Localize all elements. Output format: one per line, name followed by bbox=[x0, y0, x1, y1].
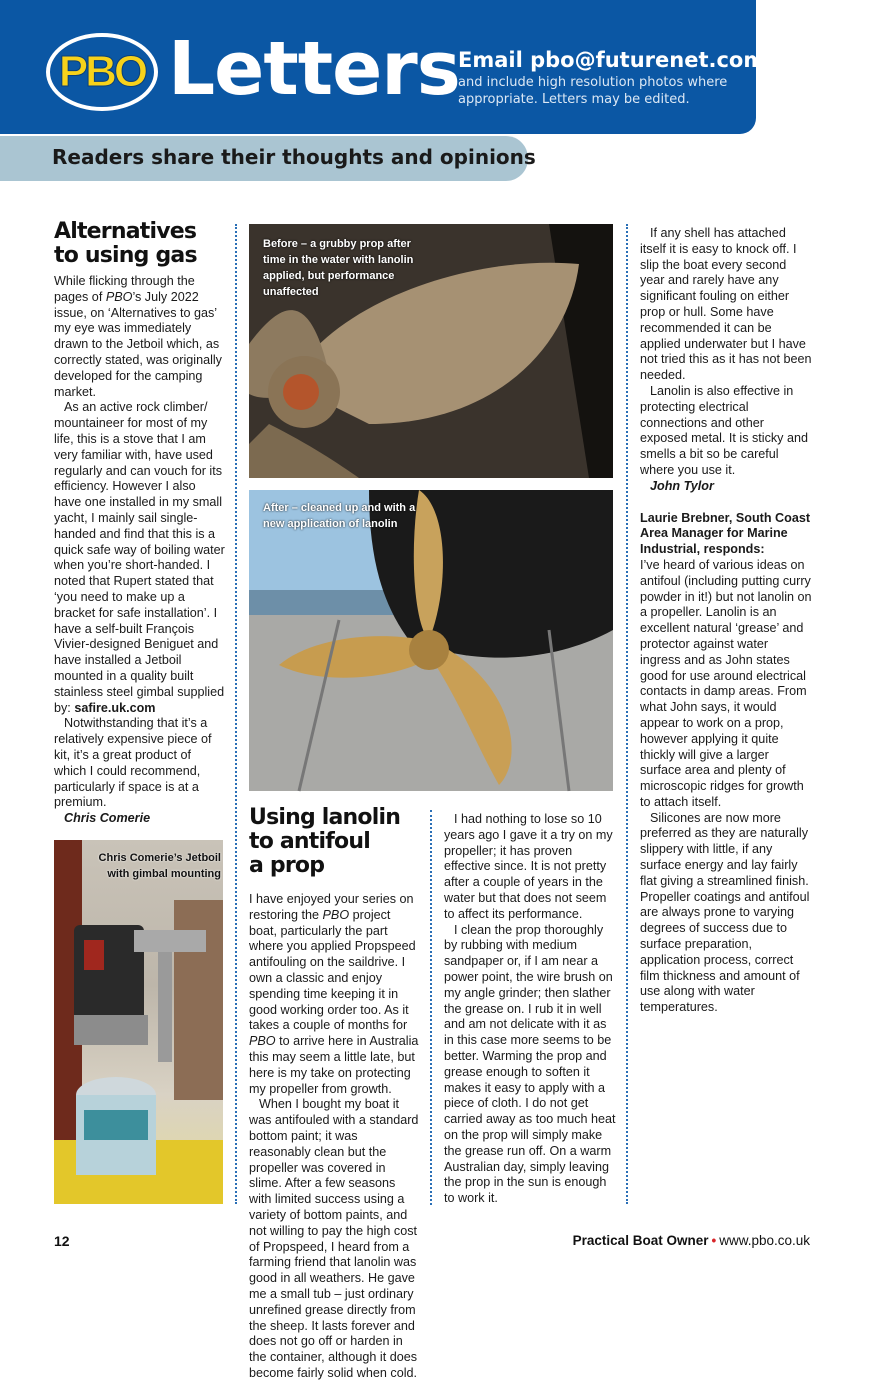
letter-2-paragraph: I have enjoyed your series on restoring the PBO project boat, particularly the part where you applied Propspeed antifouling on the saildrive. I own a classic and enjoy spending time keeping it in good working order too. As it takes a couple of months for PBO to arrive here in Australia this may seem a little late, but here is my take on protecting my propeller from growth. bbox=[249, 892, 419, 1096]
after-prop-illustration bbox=[249, 490, 613, 791]
website-link[interactable]: www.pbo.co.uk bbox=[719, 1233, 810, 1248]
letter-1-paragraph: Notwithstanding that it’s a relatively expensive piece of kit, it’s a great product of which I could recommend, particularly if space is at a premium. bbox=[54, 716, 212, 810]
after-prop-photo bbox=[249, 490, 613, 791]
headline-line: a prop bbox=[249, 853, 325, 878]
pbo-logo-text: PBO bbox=[58, 47, 146, 96]
page-number: 12 bbox=[54, 1233, 70, 1249]
letter-1-signature: Chris Comerie bbox=[64, 811, 151, 826]
before-caption: Before – a grubby prop after time in the water with lanolin applied, but performance unaffected bbox=[263, 238, 414, 298]
response-paragraph: Silicones are now more preferred as they are naturally slippery with little, if any surface energy and lay fairly flat giving a streamlined finish. Propeller coatings and antifoul are always prone to varying degrees of success due to surface preparation, application process, correct film thickness and amount of use along with water temperatures. bbox=[640, 810, 810, 1015]
pbo-logo bbox=[46, 33, 158, 111]
jetboil-caption: Chris Comerie’s Jetboil with gimbal mounting bbox=[98, 852, 221, 880]
letter-1-paragraph: While flicking through the pages of PBO’s July 2022 issue, on ‘Alternatives to gas’ my eye was immediately drawn to the Jetboil which, as correctly stated, was originally developed for the camping market. bbox=[54, 274, 222, 399]
jetboil-illustration bbox=[54, 840, 223, 1204]
letter-2-paragraph: When I bought my boat it was antifouled with a standard bottom paint; it was reasonably clean but the propeller was covered in slime. After a few seasons with limited success using a variety of bottom paints, and not willing to pay the high cost of Propspeed, I heard from a farming friend that lanolin was good in all weathers. He gave me a small tub – just ordinary unrefined grease directly from the sheep. It lasts forever and does not go off or harden in the container, although it does become fairly solid when cold. bbox=[249, 1097, 419, 1380]
strapline-banner bbox=[0, 136, 536, 181]
response-paragraph: I’ve heard of various ideas on antifoul (including putting curry powder in it!) but not lanolin on a propeller. Lanolin is an excellent natural ‘grease’ and protector against water ingress and as John states good for use around electrical contacts in damp areas. From what John says, it would appear to work on a prop, however applying it quite thickly will give a larger surface area and plenty of microscopic ridges for growth to attach itself. bbox=[640, 557, 812, 809]
headline-line: Alternatives bbox=[54, 219, 197, 244]
letter-2-continued-column bbox=[444, 812, 616, 1206]
email-note: and include high resolution photos where appropriate. Letters may be edited. bbox=[458, 75, 728, 107]
response-heading: Laurie Brebner, South Coast Area Manager for Marine Industrial, responds: bbox=[640, 510, 811, 557]
letter-2-paragraph: If any shell has attached itself it is easy to knock off. I slip the boat every second year and rarely have any significant fouling on either prop or hull. Some have recommended it can be applied underwater but I have not tried this as it has not been needed. bbox=[640, 226, 812, 383]
headline-line: to using gas bbox=[54, 243, 197, 268]
letter-1-paragraph: As an active rock climber/ mountaineer for most of my life, this is a stove that I am very familiar with, have used regularly and can vouch for its efficiency. However I also have one installed in my small yacht, I mainly sail single-handed and find that this is a quick safe way of boiling water when you’re short-handed. I noted that Rupert stated that ‘you need to make up a bracket for safe installation’. I have a self-built François Vivier-designed Beniguet and have installed a Jetboil mounted in a quality built stainless steel gimbal supplied by: safire.uk.com bbox=[54, 400, 225, 715]
column-separator bbox=[626, 224, 628, 1204]
letter-2-paragraph: I had nothing to lose so 10 years ago I gave it a try on my propeller; it has proven effective since. It is not pretty after a couple of years in the water but that does not seem to affect its performance. bbox=[444, 812, 613, 921]
response-column bbox=[640, 226, 812, 1016]
letter-2-headline bbox=[249, 806, 421, 878]
magazine-name: Practical Boat Owner bbox=[572, 1233, 709, 1248]
strapline: Readers share their thoughts and opinions bbox=[52, 145, 536, 169]
email-line: Email pbo@futurenet.com bbox=[458, 48, 766, 72]
letter-2-paragraph: Lanolin is also effective in protecting electrical connections and other exposed metal. It is sticky and smells a bit so be careful where you use it. bbox=[640, 383, 808, 477]
letter-1-headline bbox=[54, 220, 226, 268]
footer-separator: • bbox=[711, 1233, 717, 1248]
page-title: Letters bbox=[168, 26, 460, 112]
letter-2-column bbox=[249, 805, 421, 1380]
letter-2-signature: John Tylor bbox=[650, 478, 714, 493]
supplier-link[interactable]: safire.uk.com bbox=[74, 700, 156, 715]
letter-1-column bbox=[54, 220, 226, 827]
after-caption: After – cleaned up and with a new application of lanolin bbox=[263, 502, 416, 530]
column-separator bbox=[430, 810, 432, 1205]
masthead bbox=[0, 0, 766, 134]
footer-credit bbox=[573, 1233, 810, 1248]
before-prop-photo bbox=[249, 224, 613, 478]
column-separator bbox=[235, 224, 237, 1204]
letter-2-paragraph: I clean the prop thoroughly by rubbing with medium sandpaper or, if I am near a power point, the wire brush on my angle grinder; then slather the grease on. I rub it in well and am not delicate with it as in this case more seems to be better. Warming the prop and grease enough to soften it makes it easy to apply with a piece of cloth. I do not get carried away as too much heat on the prop will simply make the grease run off. On a warm Australian day, simply leaving the prop in the sun is enough to work it. bbox=[444, 922, 616, 1206]
jetboil-photo bbox=[54, 840, 223, 1204]
headline-line: to antifoul bbox=[249, 829, 370, 854]
headline-line: Using lanolin bbox=[249, 805, 401, 830]
